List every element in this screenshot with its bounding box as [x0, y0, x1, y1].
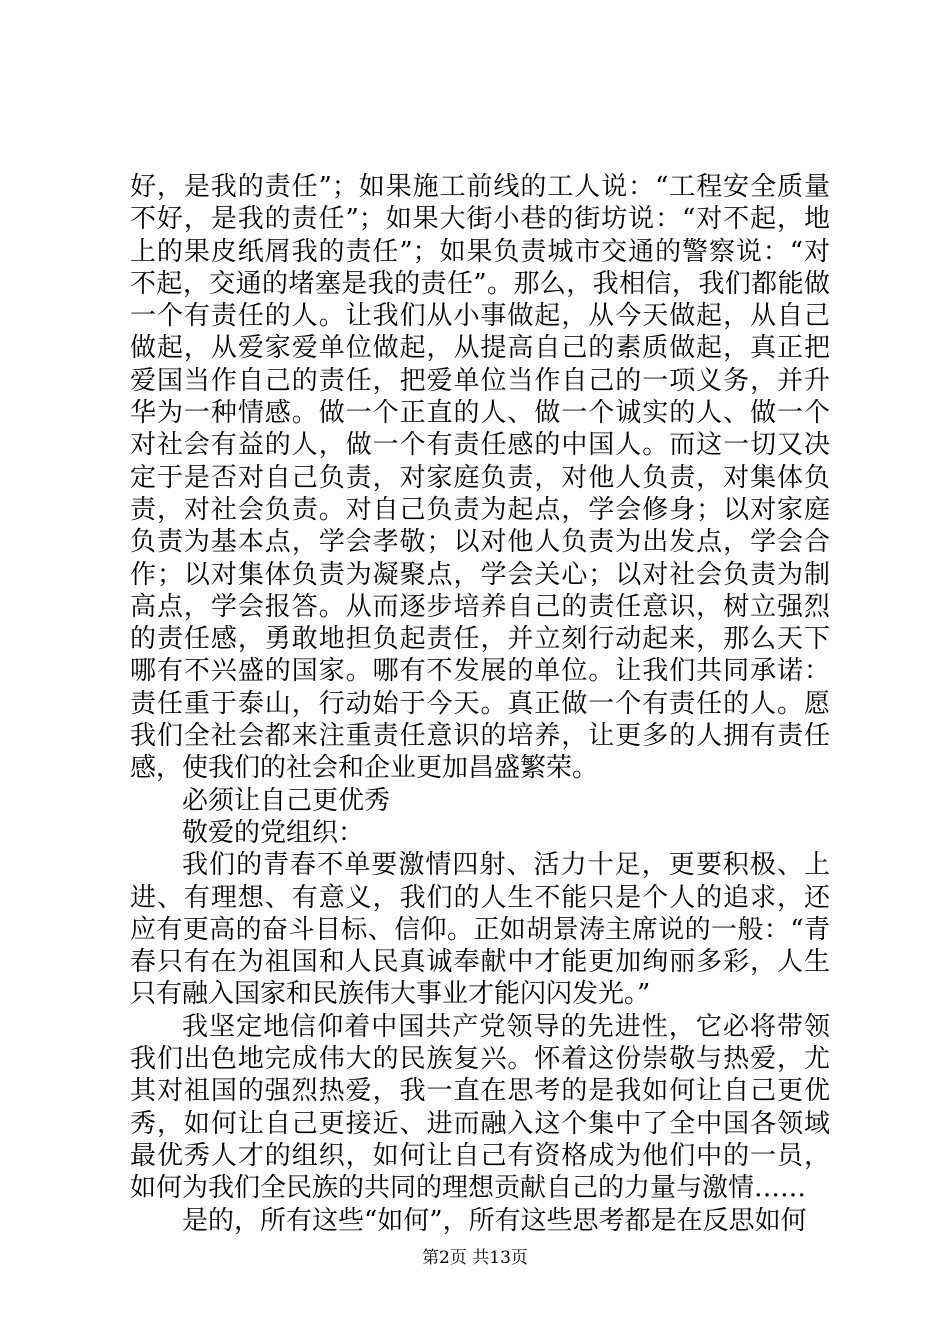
paragraph: 是的，所有这些“如何”，所有这些思考都是在反思如何	[182, 1205, 807, 1236]
page-number-footer: 第2页 共13页	[422, 1248, 528, 1268]
paragraph: 我们的青春不单要激情四射、活力十足，更要积极、上进、有理想、有意义，我们的人生不能只是个人的追求，还应有更高的奋斗目标、信仰。正如胡景涛主席说的一般：“青春只有在为祖国和人民真诚奉献中才能更加绚丽多彩，人生只有融入国家和民族伟大事业才能闪闪发光。”	[130, 850, 830, 1010]
salutation: 敬爱的党组织：	[182, 817, 365, 848]
section-title: 必须让自己更优秀	[182, 785, 391, 816]
paragraph: 我坚定地信仰着中国共产党领导的先进性，它必将带领我们出色地完成伟大的民族复兴。怀着这份崇敬与热爱，尤其对祖国的强烈热爱，我一直在思考的是我如何让自己更优秀，如何让自己更接近、进而融入这个集中了全中国各领域最优秀人才的组织，如何让自己有资格成为他们中的一员，如何为我们全民族的共同的理想贡献自己的力量与激情……	[130, 1011, 830, 1204]
paragraph-continuation: 好，是我的责任”；如果施工前线的工人说：“工程安全质量不好，是我的责任”；如果大街小巷的街坊说：“对不起，地上的果皮纸屑我的责任”；如果负责城市交通的警察说：“对不起，交通的堵塞是我的责任”。那么，我相信，我们都能做一个有责任的人。让我们从小事做起，从今天做起，从自己做起，从爱家爱单位做起，从提高自己的素质做起，真正把爱国当作自己的责任，把爱单位当作自己的一项义务，并升华为一种情感。做一个正直的人、做一个诚实的人、做一个对社会有益的人，做一个有责任感的中国人。而这一切又决定于是否对自己负责，对家庭负责，对他人负责，对集体负责，对社会负责。对自己负责为起点，学会修身；以对家庭负责为基本点，学会孝敬；以对他人负责为出发点，学会合作；以对集体负责为凝聚点，学会关心；以对社会负责为制高点，学会报答。从而逐步培养自己的责任意识，树立强烈的责任感，勇敢地担负起责任，并立刻行动起来，那么天下哪有不兴盛的国家。哪有不发展的单位。让我们共同承诺：责任重于泰山，行动始于今天。真正做一个有责任的人。愿我们全社会都来注重责任意识的培养，让更多的人拥有责任感，使我们的社会和企业更加昌盛繁荣。	[130, 172, 830, 784]
document-body	[130, 171, 830, 1237]
